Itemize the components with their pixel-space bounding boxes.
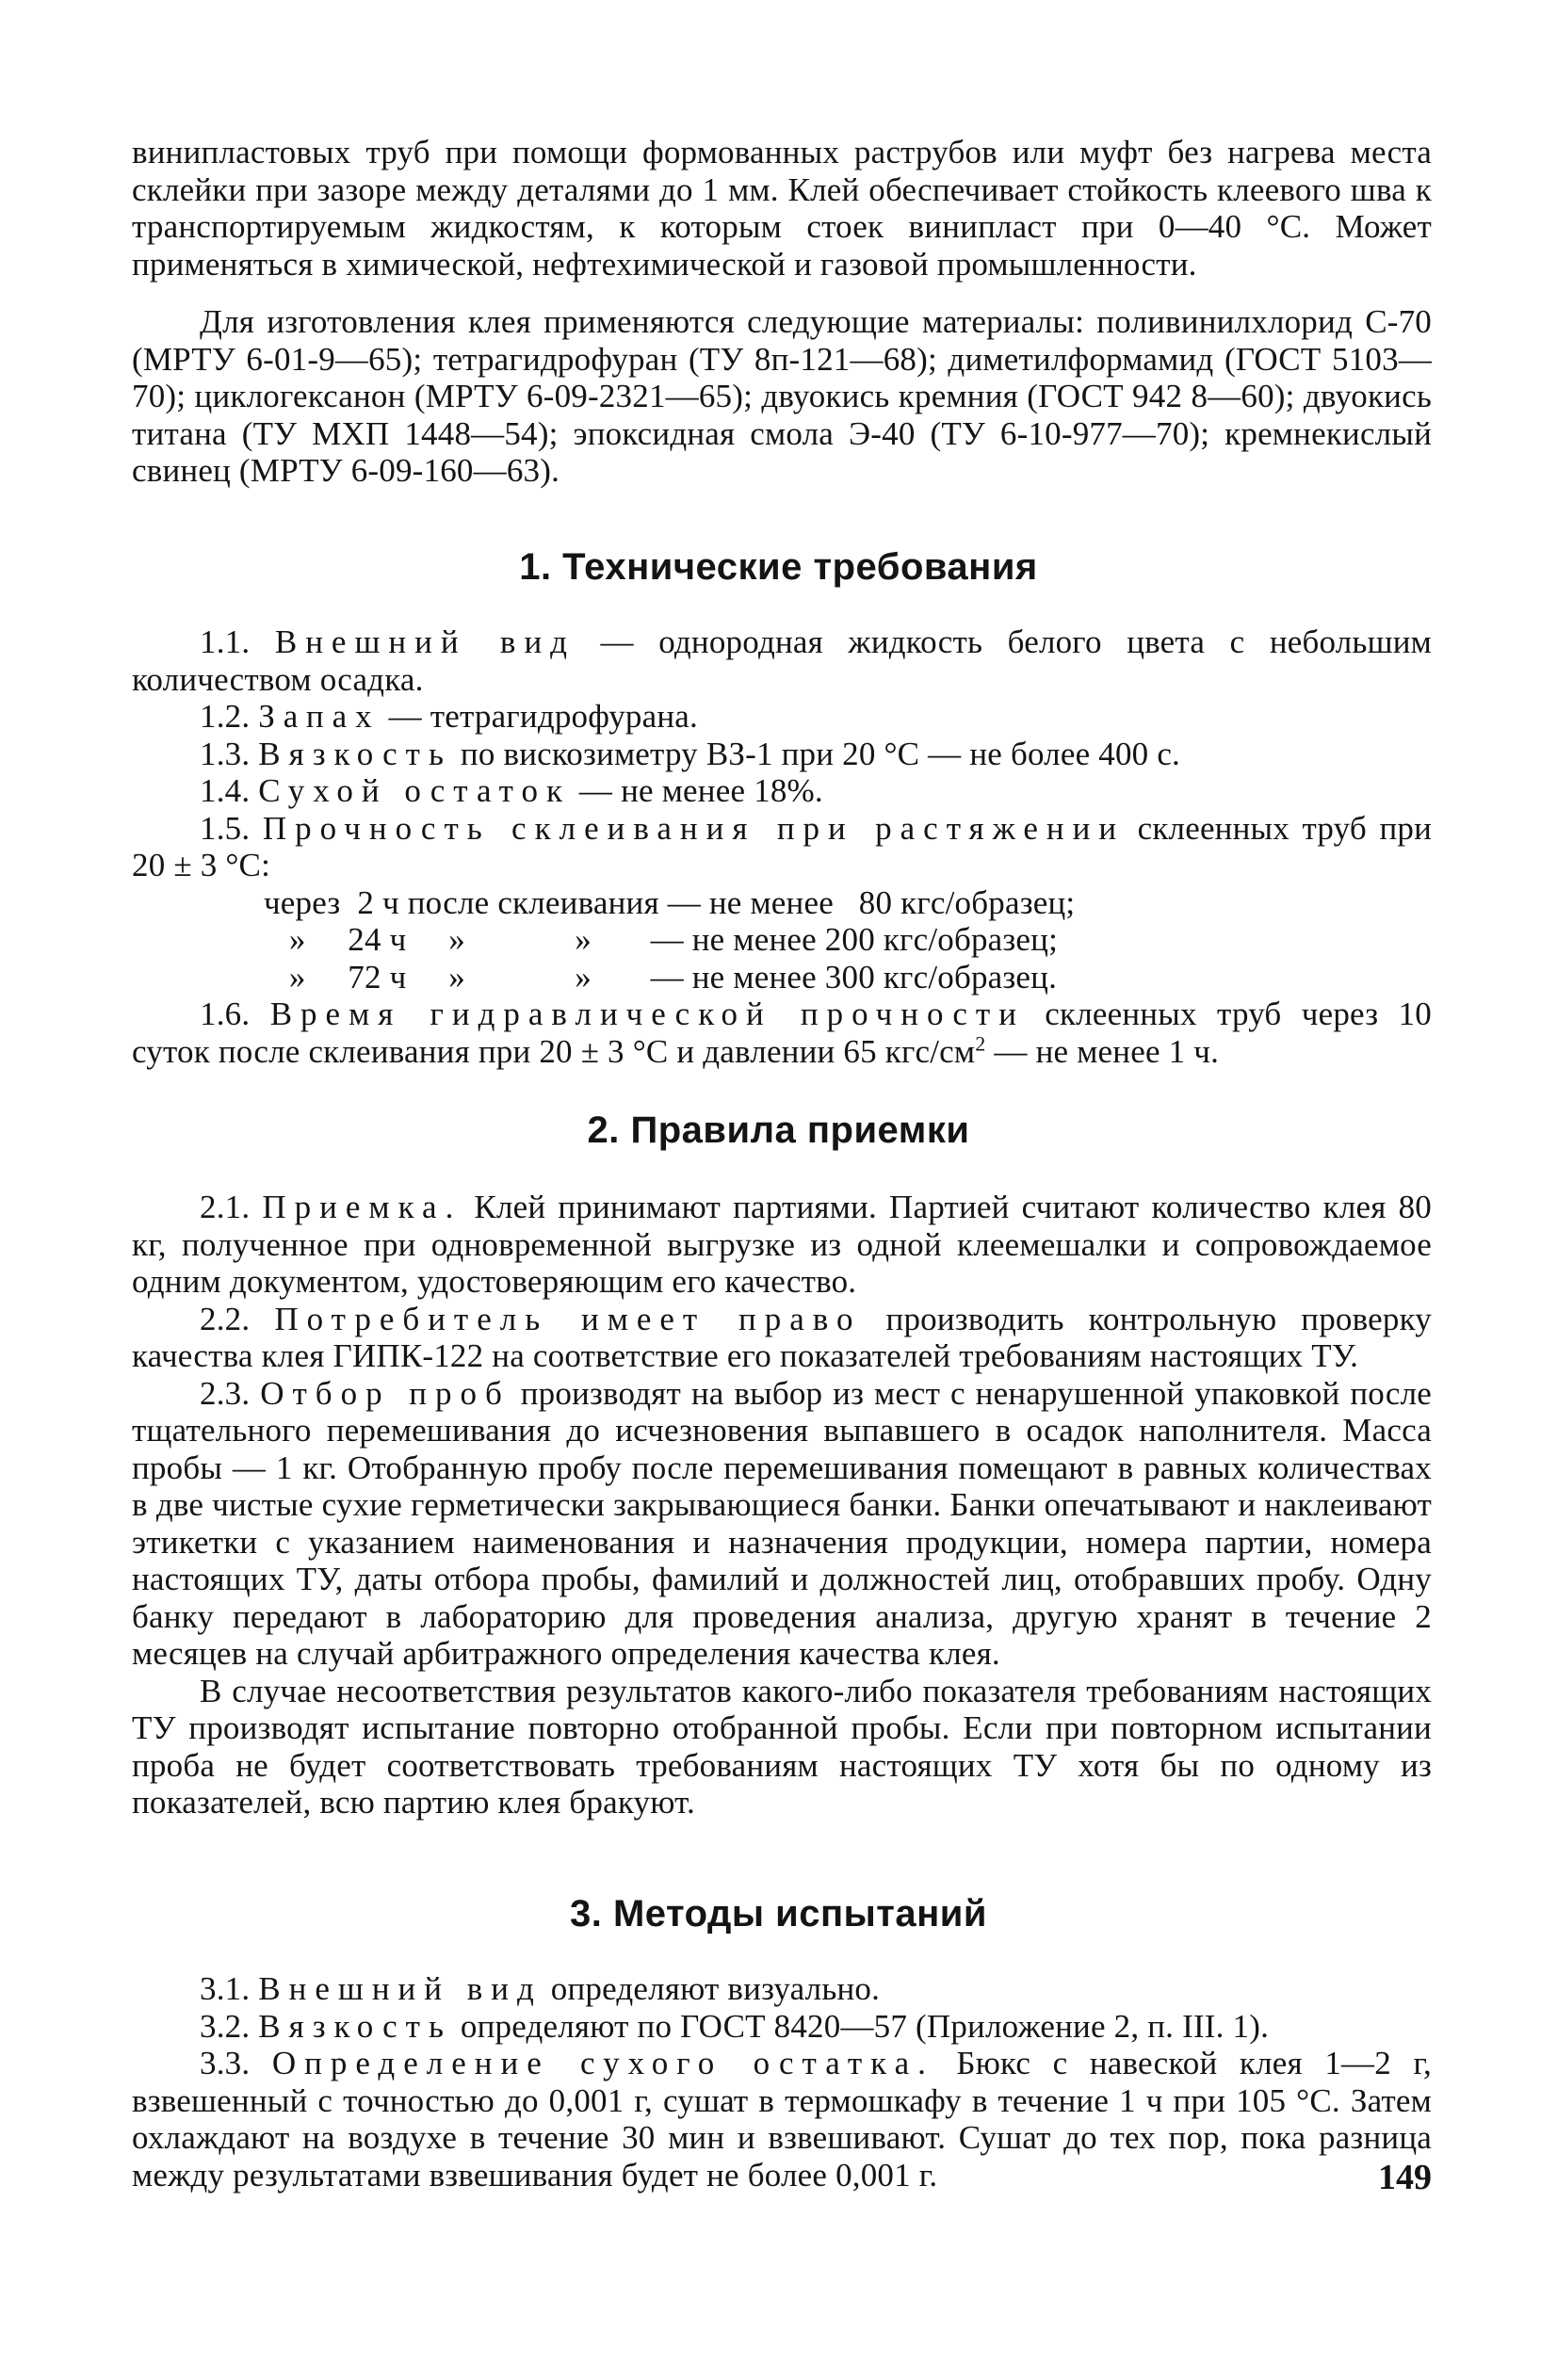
item-number: 1.6.: [200, 996, 251, 1032]
item-text: Клей принимают партиями. Партией считают количество клея 80 кг, полученное при одновременной выгрузке из одной клеемешалки и сопровождаемое одним документом, удостоверяющим его качество.: [132, 1189, 1433, 1300]
item-text: склеенных труб через 10 суток после склеивания при 20 ± 3 °С и давлении 65 кгс/см: [132, 996, 1432, 1070]
item-term: Отбор проб: [260, 1374, 511, 1412]
item-term: Приемка.: [262, 1189, 462, 1225]
item-number: 3.3.: [200, 2045, 251, 2081]
item-text: определяют по ГОСТ 8420—57 (Приложение 2, п. III. 1).: [451, 2007, 1270, 2045]
item-text: Бюкс с навеской клея 1—2 г, взвешенный с точностью до 0,001 г, сушат в термошкафу в течение 1 ч при 105 °С. Затем охлаждают на воздухе в течение 30 мин и взвешивают. Сушат до тех пор, пока разница между результатами взвешивания будет не более 0,001 г.: [132, 2045, 1432, 2194]
page-number: 149: [1378, 2158, 1432, 2197]
section-2-title: 2. Правила приемки: [587, 1109, 970, 1151]
section-3-title: 3. Методы испытаний: [570, 1893, 987, 1935]
strength-table: [132, 884, 1432, 996]
item-text: — не менее 18%.: [570, 772, 823, 809]
item-3-1: [132, 1970, 1432, 2008]
item-3-3: [132, 2045, 1432, 2194]
section-2-body: [132, 1189, 1432, 1821]
item-1-4: [132, 772, 1432, 810]
section-1-title: 1. Технические требования: [519, 546, 1038, 588]
item-term: Запах: [258, 698, 381, 735]
superscript: 2: [975, 1030, 986, 1055]
item-text: — тетрагидрофурана.: [380, 698, 698, 735]
item-1-3: [132, 736, 1432, 773]
item-number: 1.1.: [200, 623, 251, 660]
item-number: 2.1.: [200, 1189, 251, 1225]
item-term: Определение сухого остатка.: [271, 2045, 934, 2081]
item-term: Потребитель имеет право: [274, 1300, 862, 1337]
item-3-2: [132, 2008, 1432, 2046]
paragraph-nonconformity: В случае несоответствия результатов какого-либо показателя требованиям настоящих ТУ производят испытание повторно отобранной пробы. Если при повторном испытании проба не будет соответствовать требованиям настоящих ТУ хотя бы по одному из показателей, всю партию клея бракуют.: [132, 1672, 1432, 1821]
intro-paragraph-1: винипластовых труб при помощи формованных раструбов или муфт без нагрева места склейки при зазоре между деталями до 1 мм. Клей обеспечивает стойкость клеевого шва к транспортируемым жидкостям, к которым стоек винипласт при 0—40 °С. Может применяться в химической, нефтехимической и газовой промышленности.: [132, 134, 1432, 283]
item-1-6: [132, 996, 1432, 1070]
section-3-body: [132, 1970, 1432, 2194]
item-text: — однородная жидкость белого цвета с небольшим количеством осадка.: [132, 623, 1433, 698]
item-term: Внешний вид: [274, 623, 576, 660]
item-number: 1.4.: [200, 772, 251, 809]
intro-paragraph-2: Для изготовления клея применяются следующие материалы: поливинилхлорид С-70 (МРТУ 6-01-9—65); тетрагидрофуран (ТУ 8п-121—68); диметилформамид (ГОСТ 5103—70); циклогексанон (МРТУ 6-09-2321—65); двуокись кремния (ГОСТ 942 8—60); двуокись титана (ТУ МХП 1448—54); эпоксидная смола Э-40 (ТУ 6-10-977—70); кремнекислый свинец (МРТУ 6-09-160—63).: [132, 303, 1432, 489]
item-number: 3.2.: [200, 2007, 251, 2045]
item-term: Внешний вид: [258, 1970, 543, 2007]
item-2-1: [132, 1189, 1432, 1301]
item-number: 1.2.: [200, 698, 251, 735]
item-1-2: [132, 698, 1432, 736]
item-text: производят на выбор из мест с ненарушенной упаковкой после тщательного перемешивания до исчезновения выпавшего в осадок наполнителя. Масса пробы — 1 кг. Отобранную пробу после перемешивания помещают в равных количествах в две чистые сухие герметически закрывающиеся банки. Банки опечатывают и наклеивают этикетки с указанием наименования и назначения продукции, номера партии, номера настоящих ТУ, даты отбора пробы, фамилий и должностей лиц, отобравших пробу. Одну банку передают в лабораторию для проведения анализа, другую хранят в течение 2 месяцев на случай арбитражного определения качества клея.: [132, 1374, 1433, 1672]
item-1-5: [132, 810, 1432, 884]
intro-block: [132, 134, 1432, 490]
item-number: 1.5.: [200, 809, 251, 847]
item-number: 2.3.: [200, 1374, 251, 1412]
item-term: Прочность склеивания при растяжении: [262, 809, 1126, 847]
item-term: Вязкость: [258, 2007, 452, 2045]
item-text: склеенных труб при 20 ± 3 °С:: [132, 809, 1433, 883]
item-2-2: [132, 1301, 1432, 1375]
item-number: 2.2.: [200, 1300, 251, 1337]
item-text: определяют визуально.: [542, 1970, 881, 2007]
strength-row: через 2 ч после склеивания — не менее 80 кгс/образец;: [264, 883, 1076, 921]
item-text: — не менее 1 ч.: [985, 1032, 1220, 1070]
item-number: 1.3.: [200, 735, 251, 772]
section-1-body: [132, 623, 1432, 1070]
item-text: производить контрольную проверку качества клея ГИПК-122 на соответствие его показателей требованиям настоящих ТУ.: [132, 1300, 1433, 1374]
item-1-1: [132, 623, 1432, 698]
item-term: Сухой остаток: [258, 772, 571, 809]
item-term: Время гидравлической прочности: [269, 996, 1025, 1032]
strength-row: » 24 ч » » — не менее 200 кгс/образец;: [264, 921, 1059, 958]
item-text: по вискозиметру ВЗ-1 при 20 °С — не более 400 с.: [451, 735, 1181, 772]
strength-row: » 72 ч » » — не менее 300 кгс/образец.: [264, 958, 1058, 996]
item-2-3: [132, 1375, 1432, 1673]
item-number: 3.1.: [200, 1970, 251, 2007]
item-term: Вязкость: [258, 735, 452, 772]
